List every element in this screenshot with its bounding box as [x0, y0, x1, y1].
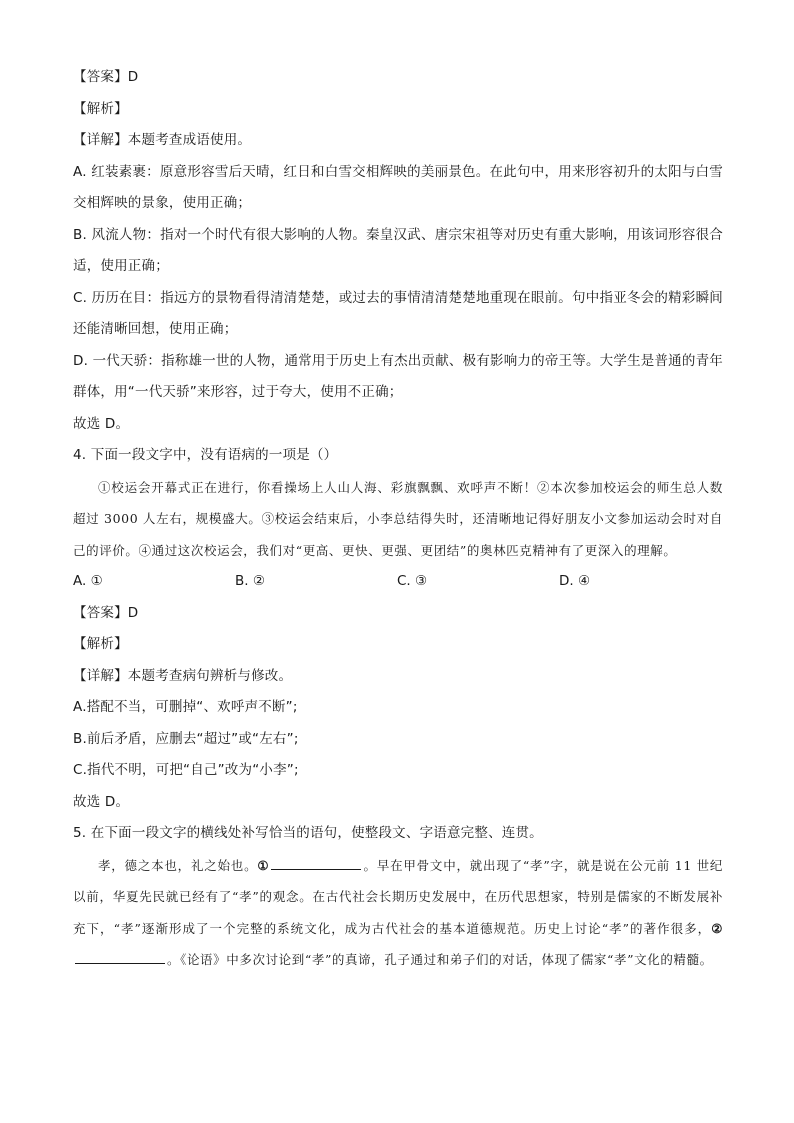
q5-blank-2 — [75, 949, 165, 964]
q4-option-c: C. ③ — [397, 573, 428, 589]
q4-explanation-c: C.指代不明，可把“自己”改为“小李”; — [73, 762, 299, 778]
q3-conclusion: 故选 D。 — [73, 415, 130, 432]
q3-analysis-heading: 【解析】 — [73, 100, 128, 117]
q4-conclusion: 故选 D。 — [73, 793, 130, 810]
q3-explanation-d: D. 一代天骄：指称雄一世的人物，通常用于历史上有杰出贡献、极有影响力的帝王等。大学生是普通的青年群体，用“一代天骄”来形容，过于夸大，使用不正确； — [73, 352, 723, 400]
q3-explanation-c: C. 历历在目：指远方的景物看得清清楚楚，或过去的事情清清楚楚地重现在眼前。句中指亚冬会的精彩瞬间还能清晰回想，使用正确； — [73, 289, 723, 337]
q4-explanation-b: B.前后矛盾，应删去“超过”或“左右”; — [73, 730, 299, 747]
q3-explanation-b: B. 风流人物：指对一个时代有很大影响的人物。秦皇汉武、唐宗宋祖等对历史有重大影响，用该词形容很合适，使用正确； — [73, 226, 723, 274]
q5-passage-part1: 孝，德之本也，礼之始也。 — [98, 857, 258, 873]
q5-passage — [73, 850, 723, 976]
q5-blank-1 — [271, 855, 361, 870]
q5-passage-part3: 。《论语》中多次讨论到“孝”的真谛，孔子通过和弟子们的对话，体现了儒家“孝”文化的精髓。 — [167, 952, 713, 967]
q5-blank-marker-1: ① — [257, 857, 270, 873]
q4-option-b: B. ② — [235, 573, 265, 589]
q4-option-a: A. ① — [73, 573, 103, 589]
q3-answer: 【答案】D — [73, 69, 139, 85]
q3-detail: 【详解】本题考查成语使用。 — [73, 132, 252, 148]
q5-stem: 5. 在下面一段文字的横线处补写恰当的语句，使整段文、字语意完整、连贯。 — [73, 825, 543, 841]
q4-explanation-a: A.搭配不当，可删掉“、欢呼声不断”; — [73, 699, 298, 715]
document-page — [73, 62, 723, 976]
q4-stem: 4. 下面一段文字中，没有语病的一项是（） — [73, 447, 338, 463]
q5-passage-part2: 。早在甲骨文中，就出现了“孝”字，就是说在公元前 11 世纪以前，华夏先民就已经有了“孝”的观念。在古代社会长期历史发展中，在历代思想家，特别是儒家的不断发展补充下，“孝”逐渐形成了一个完整的系统文化，成为古代社会的基本道德规范。历史上讨论“孝”的著作很多， — [73, 857, 724, 936]
q4-options — [73, 566, 723, 598]
q4-analysis-heading: 【解析】 — [73, 636, 128, 652]
q4-detail: 【详解】本题考查病句辨析与修改。 — [73, 667, 293, 684]
q5-blank-marker-2: ② — [711, 920, 723, 936]
q4-option-d: D. ④ — [559, 573, 591, 589]
q4-passage: ①校运会开幕式正在进行，你看操场上人山人海、彩旗飘飘、欢呼声不断！②本次参加校运会的师生总人数超过 3000 人左右，规模盛大。③校运会结束后，小李总结得失时，还清晰地记得好朋友小文参加运动会时对自己的评价。④通过这次校运会，我们对“更高、更快、更强、更团结”的奥林匹克精神有了更深入的理解。 — [73, 479, 723, 558]
q4-answer: 【答案】D — [73, 604, 139, 621]
q3-explanation-a: A. 红装素裹：原意形容雪后天晴，红日和白雪交相辉映的美丽景色。在此句中，用来形容初升的太阳与白雪交相辉映的景象，使用正确； — [73, 163, 723, 211]
